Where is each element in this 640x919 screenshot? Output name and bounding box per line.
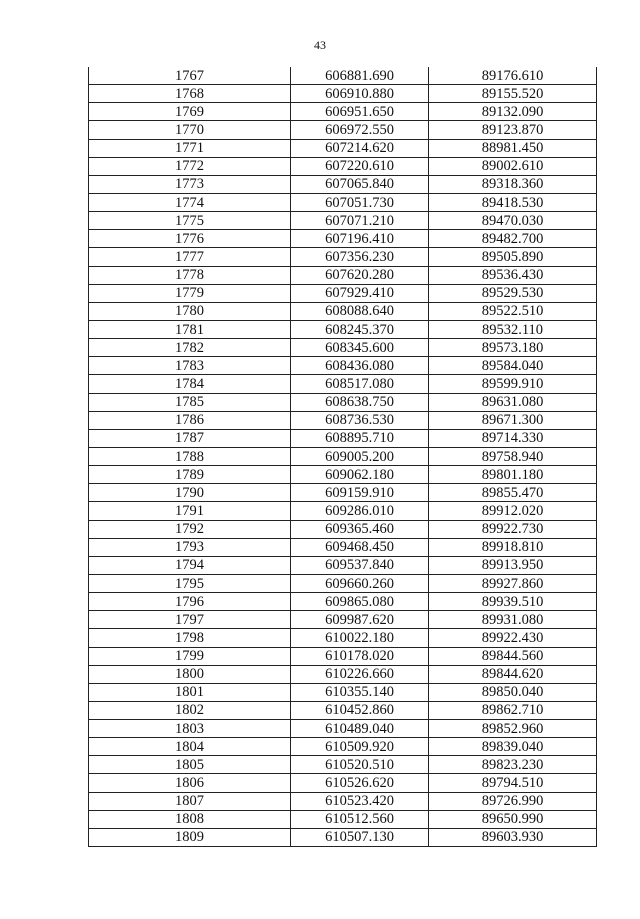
y-coordinate-cell: 89536.430 bbox=[429, 266, 597, 284]
x-coordinate-cell: 610526.620 bbox=[291, 774, 429, 792]
point-number-cell: 1801 bbox=[89, 683, 291, 701]
x-coordinate-cell: 607196.410 bbox=[291, 230, 429, 248]
table-row bbox=[89, 502, 597, 520]
x-coordinate-cell: 607051.730 bbox=[291, 193, 429, 211]
table-row bbox=[89, 792, 597, 810]
x-coordinate-cell: 606951.650 bbox=[291, 103, 429, 121]
y-coordinate-cell: 89155.520 bbox=[429, 85, 597, 103]
x-coordinate-cell: 608895.710 bbox=[291, 429, 429, 447]
table-row bbox=[89, 701, 597, 719]
point-number-cell: 1788 bbox=[89, 447, 291, 465]
x-coordinate-cell: 607356.230 bbox=[291, 248, 429, 266]
y-coordinate-cell: 89939.510 bbox=[429, 593, 597, 611]
y-coordinate-cell: 89418.530 bbox=[429, 193, 597, 211]
point-number-cell: 1794 bbox=[89, 556, 291, 574]
x-coordinate-cell: 610520.510 bbox=[291, 756, 429, 774]
y-coordinate-cell: 89470.030 bbox=[429, 212, 597, 230]
y-coordinate-cell: 89855.470 bbox=[429, 484, 597, 502]
x-coordinate-cell: 607214.620 bbox=[291, 139, 429, 157]
point-number-cell: 1776 bbox=[89, 230, 291, 248]
table-row bbox=[89, 828, 597, 846]
table-row bbox=[89, 447, 597, 465]
y-coordinate-cell: 89584.040 bbox=[429, 357, 597, 375]
x-coordinate-cell: 608345.600 bbox=[291, 339, 429, 357]
point-number-cell: 1803 bbox=[89, 720, 291, 738]
x-coordinate-cell: 609062.180 bbox=[291, 466, 429, 484]
point-number-cell: 1796 bbox=[89, 593, 291, 611]
y-coordinate-cell: 89714.330 bbox=[429, 429, 597, 447]
y-coordinate-cell: 89823.230 bbox=[429, 756, 597, 774]
table-row bbox=[89, 574, 597, 592]
point-number-cell: 1780 bbox=[89, 302, 291, 320]
point-number-cell: 1771 bbox=[89, 139, 291, 157]
x-coordinate-cell: 608638.750 bbox=[291, 393, 429, 411]
x-coordinate-cell: 608736.530 bbox=[291, 411, 429, 429]
y-coordinate-cell: 89532.110 bbox=[429, 320, 597, 338]
point-number-cell: 1784 bbox=[89, 375, 291, 393]
point-number-cell: 1792 bbox=[89, 520, 291, 538]
point-number-cell: 1798 bbox=[89, 629, 291, 647]
point-number-cell: 1799 bbox=[89, 647, 291, 665]
x-coordinate-cell: 606972.550 bbox=[291, 121, 429, 139]
y-coordinate-cell: 89726.990 bbox=[429, 792, 597, 810]
point-number-cell: 1805 bbox=[89, 756, 291, 774]
y-coordinate-cell: 89631.080 bbox=[429, 393, 597, 411]
table-row bbox=[89, 538, 597, 556]
y-coordinate-cell: 89912.020 bbox=[429, 502, 597, 520]
y-coordinate-cell: 89927.860 bbox=[429, 574, 597, 592]
x-coordinate-cell: 607071.210 bbox=[291, 212, 429, 230]
point-number-cell: 1783 bbox=[89, 357, 291, 375]
table-row bbox=[89, 375, 597, 393]
x-coordinate-cell: 609660.260 bbox=[291, 574, 429, 592]
point-number-cell: 1772 bbox=[89, 157, 291, 175]
table-row bbox=[89, 756, 597, 774]
point-number-cell: 1777 bbox=[89, 248, 291, 266]
y-coordinate-cell: 89603.930 bbox=[429, 828, 597, 846]
x-coordinate-cell: 610226.660 bbox=[291, 665, 429, 683]
x-coordinate-cell: 610523.420 bbox=[291, 792, 429, 810]
point-number-cell: 1778 bbox=[89, 266, 291, 284]
point-number-cell: 1802 bbox=[89, 701, 291, 719]
x-coordinate-cell: 607065.840 bbox=[291, 175, 429, 193]
x-coordinate-cell: 610507.130 bbox=[291, 828, 429, 846]
table-row bbox=[89, 629, 597, 647]
x-coordinate-cell: 608088.640 bbox=[291, 302, 429, 320]
table-row bbox=[89, 810, 597, 828]
y-coordinate-cell: 89650.990 bbox=[429, 810, 597, 828]
table-row bbox=[89, 212, 597, 230]
y-coordinate-cell: 89176.610 bbox=[429, 67, 597, 85]
x-coordinate-cell: 609159.910 bbox=[291, 484, 429, 502]
table-row bbox=[89, 720, 597, 738]
point-number-cell: 1790 bbox=[89, 484, 291, 502]
y-coordinate-cell: 89839.040 bbox=[429, 738, 597, 756]
y-coordinate-cell: 88981.450 bbox=[429, 139, 597, 157]
y-coordinate-cell: 89862.710 bbox=[429, 701, 597, 719]
y-coordinate-cell: 89850.040 bbox=[429, 683, 597, 701]
point-number-cell: 1770 bbox=[89, 121, 291, 139]
table-body bbox=[89, 67, 597, 847]
y-coordinate-cell: 89505.890 bbox=[429, 248, 597, 266]
coordinates-table bbox=[88, 67, 597, 847]
y-coordinate-cell: 89931.080 bbox=[429, 611, 597, 629]
point-number-cell: 1793 bbox=[89, 538, 291, 556]
y-coordinate-cell: 89844.620 bbox=[429, 665, 597, 683]
x-coordinate-cell: 609286.010 bbox=[291, 502, 429, 520]
x-coordinate-cell: 609537.840 bbox=[291, 556, 429, 574]
y-coordinate-cell: 89913.950 bbox=[429, 556, 597, 574]
y-coordinate-cell: 89922.730 bbox=[429, 520, 597, 538]
point-number-cell: 1808 bbox=[89, 810, 291, 828]
table-row bbox=[89, 429, 597, 447]
x-coordinate-cell: 607620.280 bbox=[291, 266, 429, 284]
point-number-cell: 1807 bbox=[89, 792, 291, 810]
table-row bbox=[89, 357, 597, 375]
point-number-cell: 1768 bbox=[89, 85, 291, 103]
y-coordinate-cell: 89123.870 bbox=[429, 121, 597, 139]
x-coordinate-cell: 610178.020 bbox=[291, 647, 429, 665]
y-coordinate-cell: 89002.610 bbox=[429, 157, 597, 175]
point-number-cell: 1789 bbox=[89, 466, 291, 484]
table-row bbox=[89, 284, 597, 302]
table-row bbox=[89, 611, 597, 629]
y-coordinate-cell: 89922.430 bbox=[429, 629, 597, 647]
x-coordinate-cell: 608436.080 bbox=[291, 357, 429, 375]
table-row bbox=[89, 774, 597, 792]
table-row bbox=[89, 556, 597, 574]
table-row bbox=[89, 683, 597, 701]
table-row bbox=[89, 103, 597, 121]
table-row bbox=[89, 320, 597, 338]
x-coordinate-cell: 606881.690 bbox=[291, 67, 429, 85]
point-number-cell: 1773 bbox=[89, 175, 291, 193]
y-coordinate-cell: 89522.510 bbox=[429, 302, 597, 320]
y-coordinate-cell: 89758.940 bbox=[429, 447, 597, 465]
point-number-cell: 1769 bbox=[89, 103, 291, 121]
table-row bbox=[89, 393, 597, 411]
table-row bbox=[89, 175, 597, 193]
table-row bbox=[89, 67, 597, 85]
y-coordinate-cell: 89671.300 bbox=[429, 411, 597, 429]
point-number-cell: 1774 bbox=[89, 193, 291, 211]
table-row bbox=[89, 193, 597, 211]
page-number: 43 bbox=[314, 38, 326, 52]
x-coordinate-cell: 609987.620 bbox=[291, 611, 429, 629]
point-number-cell: 1787 bbox=[89, 429, 291, 447]
x-coordinate-cell: 609365.460 bbox=[291, 520, 429, 538]
table-row bbox=[89, 484, 597, 502]
y-coordinate-cell: 89852.960 bbox=[429, 720, 597, 738]
y-coordinate-cell: 89844.560 bbox=[429, 647, 597, 665]
y-coordinate-cell: 89918.810 bbox=[429, 538, 597, 556]
point-number-cell: 1779 bbox=[89, 284, 291, 302]
x-coordinate-cell: 610022.180 bbox=[291, 629, 429, 647]
x-coordinate-cell: 610489.040 bbox=[291, 720, 429, 738]
x-coordinate-cell: 610452.860 bbox=[291, 701, 429, 719]
table-row bbox=[89, 466, 597, 484]
point-number-cell: 1775 bbox=[89, 212, 291, 230]
table-row bbox=[89, 302, 597, 320]
y-coordinate-cell: 89529.530 bbox=[429, 284, 597, 302]
point-number-cell: 1786 bbox=[89, 411, 291, 429]
table-row bbox=[89, 85, 597, 103]
x-coordinate-cell: 609468.450 bbox=[291, 538, 429, 556]
table-row bbox=[89, 121, 597, 139]
x-coordinate-cell: 610509.920 bbox=[291, 738, 429, 756]
x-coordinate-cell: 609005.200 bbox=[291, 447, 429, 465]
table-row bbox=[89, 411, 597, 429]
point-number-cell: 1767 bbox=[89, 67, 291, 85]
point-number-cell: 1800 bbox=[89, 665, 291, 683]
point-number-cell: 1797 bbox=[89, 611, 291, 629]
table-row bbox=[89, 647, 597, 665]
point-number-cell: 1795 bbox=[89, 574, 291, 592]
y-coordinate-cell: 89801.180 bbox=[429, 466, 597, 484]
table-row bbox=[89, 738, 597, 756]
y-coordinate-cell: 89482.700 bbox=[429, 230, 597, 248]
table-row bbox=[89, 520, 597, 538]
x-coordinate-cell: 608245.370 bbox=[291, 320, 429, 338]
point-number-cell: 1785 bbox=[89, 393, 291, 411]
point-number-cell: 1809 bbox=[89, 828, 291, 846]
point-number-cell: 1804 bbox=[89, 738, 291, 756]
table-row bbox=[89, 248, 597, 266]
x-coordinate-cell: 610512.560 bbox=[291, 810, 429, 828]
table-row bbox=[89, 593, 597, 611]
table-row bbox=[89, 665, 597, 683]
x-coordinate-cell: 608517.080 bbox=[291, 375, 429, 393]
table-row bbox=[89, 339, 597, 357]
x-coordinate-cell: 606910.880 bbox=[291, 85, 429, 103]
x-coordinate-cell: 609865.080 bbox=[291, 593, 429, 611]
point-number-cell: 1791 bbox=[89, 502, 291, 520]
point-number-cell: 1781 bbox=[89, 320, 291, 338]
table-row bbox=[89, 230, 597, 248]
x-coordinate-cell: 607929.410 bbox=[291, 284, 429, 302]
x-coordinate-cell: 607220.610 bbox=[291, 157, 429, 175]
y-coordinate-cell: 89132.090 bbox=[429, 103, 597, 121]
table-row bbox=[89, 266, 597, 284]
point-number-cell: 1806 bbox=[89, 774, 291, 792]
table-row bbox=[89, 157, 597, 175]
point-number-cell: 1782 bbox=[89, 339, 291, 357]
y-coordinate-cell: 89794.510 bbox=[429, 774, 597, 792]
y-coordinate-cell: 89318.360 bbox=[429, 175, 597, 193]
table-row bbox=[89, 139, 597, 157]
y-coordinate-cell: 89573.180 bbox=[429, 339, 597, 357]
x-coordinate-cell: 610355.140 bbox=[291, 683, 429, 701]
y-coordinate-cell: 89599.910 bbox=[429, 375, 597, 393]
